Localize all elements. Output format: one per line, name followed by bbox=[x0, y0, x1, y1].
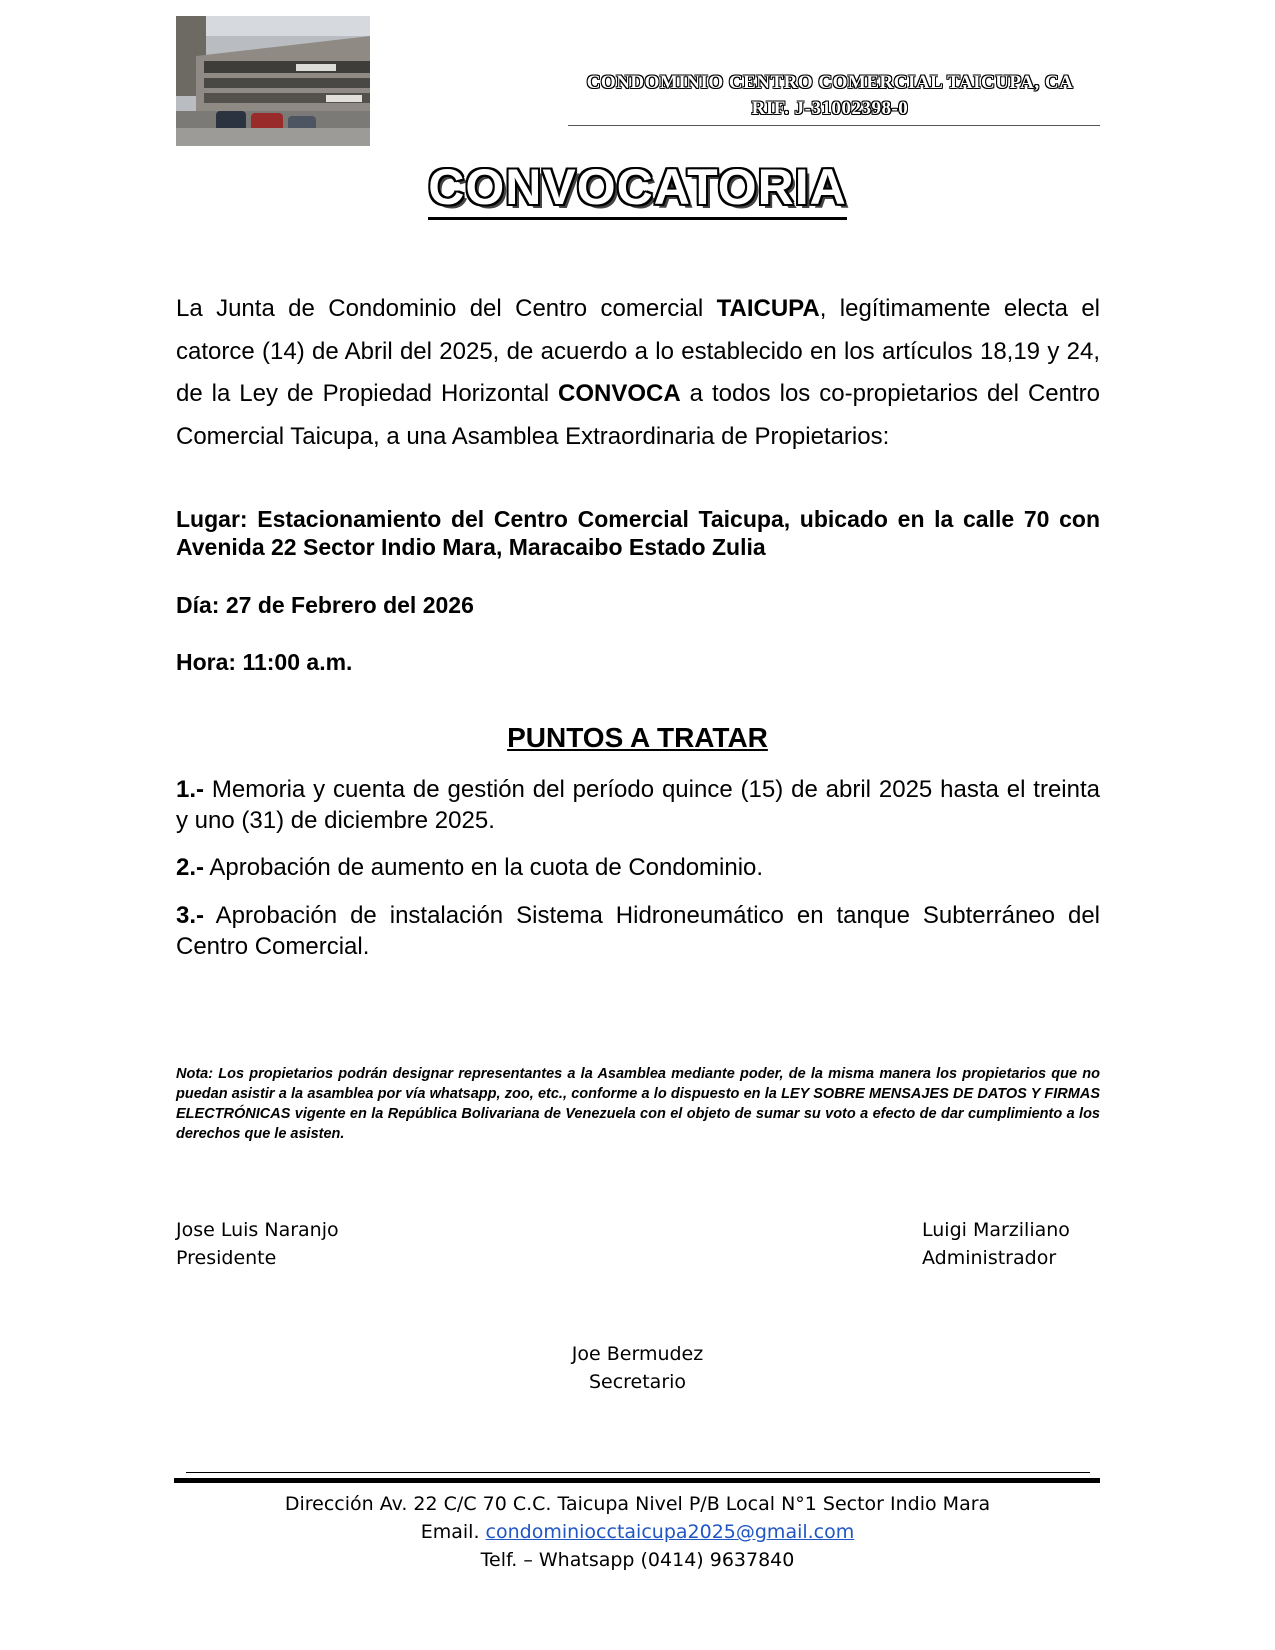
footer-divider-thin bbox=[186, 1472, 1090, 1473]
footer-divider-thick bbox=[174, 1478, 1100, 1483]
footer-email-link[interactable]: condominiocctaicupa2025@gmail.com bbox=[485, 1521, 855, 1543]
agenda-item-2 bbox=[176, 852, 1100, 883]
signature-president bbox=[176, 1216, 339, 1272]
footer-phone: Telf. – Whatsapp (0414) 9637840 bbox=[480, 1549, 795, 1571]
agenda-item-number: 2.- bbox=[176, 854, 205, 881]
footer-address: Dirección Av. 22 C/C 70 C.C. Taicupa Nivel P/B Local N°1 Sector Indio Mara bbox=[284, 1493, 991, 1515]
signature-role: Secretario bbox=[588, 1371, 687, 1393]
agenda-item-1 bbox=[176, 774, 1100, 836]
intro-text-1: La Junta de Condominio del Centro comercial bbox=[176, 295, 717, 322]
agenda-heading bbox=[0, 722, 1275, 754]
intro-text-3: a todos los co-propietarios del Centro Comercial Taicupa, a una Asamblea Extraordinaria de Propietarios: bbox=[176, 380, 1100, 450]
org-header bbox=[560, 72, 1100, 128]
agenda-item-number: 1.- bbox=[176, 776, 205, 803]
note-paragraph: Nota: Los propietarios podrán designar representantes a la Asamblea mediante poder, de la misma manera los propietarios que no puedan asistir a la asamblea por vía whatsapp, zoo, etc., conforme a lo dispuesto en la LEY SOBRE MENSAJES DE DATOS Y FIRMAS ELECTRÓNICAS vigente en la República Bolivariana de Venezuela con el objeto de sumar su voto a efecto de dar cumplimiento a los derechos que le asisten. bbox=[176, 1066, 1100, 1142]
signature-role: Administrador bbox=[922, 1247, 1057, 1269]
header-divider bbox=[568, 125, 1100, 126]
org-rif: RIF. J-31002398-0 bbox=[751, 98, 909, 119]
intro-bold-convoca: CONVOCA bbox=[558, 380, 681, 407]
footer-email-line bbox=[0, 1518, 1275, 1546]
intro-bold-taicupa: TAICUPA bbox=[716, 295, 820, 322]
agenda-item-text: Memoria y cuenta de gestión del período quince (15) de abril 2025 hasta el treinta y uno (31) de diciembre 2025. bbox=[176, 776, 1100, 834]
signature-administrator bbox=[922, 1216, 1070, 1272]
title-text: CONVOCATORIA bbox=[428, 159, 847, 220]
meeting-date: Día: 27 de Febrero del 2026 bbox=[176, 592, 474, 618]
meeting-time: Hora: 11:00 a.m. bbox=[176, 649, 353, 675]
agenda-item-text: Aprobación de instalación Sistema Hidroneumático en tanque Subterráneo del Centro Comercial. bbox=[176, 902, 1100, 960]
document-title bbox=[0, 158, 1275, 216]
signature-secretary bbox=[0, 1340, 1275, 1396]
signature-name: Jose Luis Naranjo bbox=[176, 1219, 339, 1241]
meeting-place: Lugar: Estacionamiento del Centro Comercial Taicupa, ubicado en la calle 70 con Avenida 22 Sector Indio Mara, Maracaibo Estado Zulia bbox=[176, 506, 1100, 560]
agenda-heading-text: PUNTOS A TRATAR bbox=[507, 722, 768, 753]
agenda-item-number: 3.- bbox=[176, 902, 205, 929]
footer bbox=[0, 1490, 1275, 1574]
intro-paragraph bbox=[176, 288, 1100, 458]
agenda-item-3 bbox=[176, 900, 1100, 962]
footer-email-label: Email. bbox=[420, 1521, 486, 1543]
signature-role: Presidente bbox=[176, 1247, 277, 1269]
intro-text-2: , legítimamente electa el catorce (14) de Abril del 2025, de acuerdo a lo establecido en los artículos 18,19 y 24, de la Ley de Propiedad Horizontal bbox=[176, 295, 1100, 407]
org-name: CONDOMINIO CENTRO COMERCIAL TAICUPA, CA bbox=[586, 72, 1074, 93]
building-photo bbox=[176, 16, 370, 146]
agenda-item-text: Aprobación de aumento en la cuota de Condominio. bbox=[204, 854, 764, 881]
signature-name: Joe Bermudez bbox=[571, 1343, 704, 1365]
signature-name: Luigi Marziliano bbox=[922, 1219, 1070, 1241]
